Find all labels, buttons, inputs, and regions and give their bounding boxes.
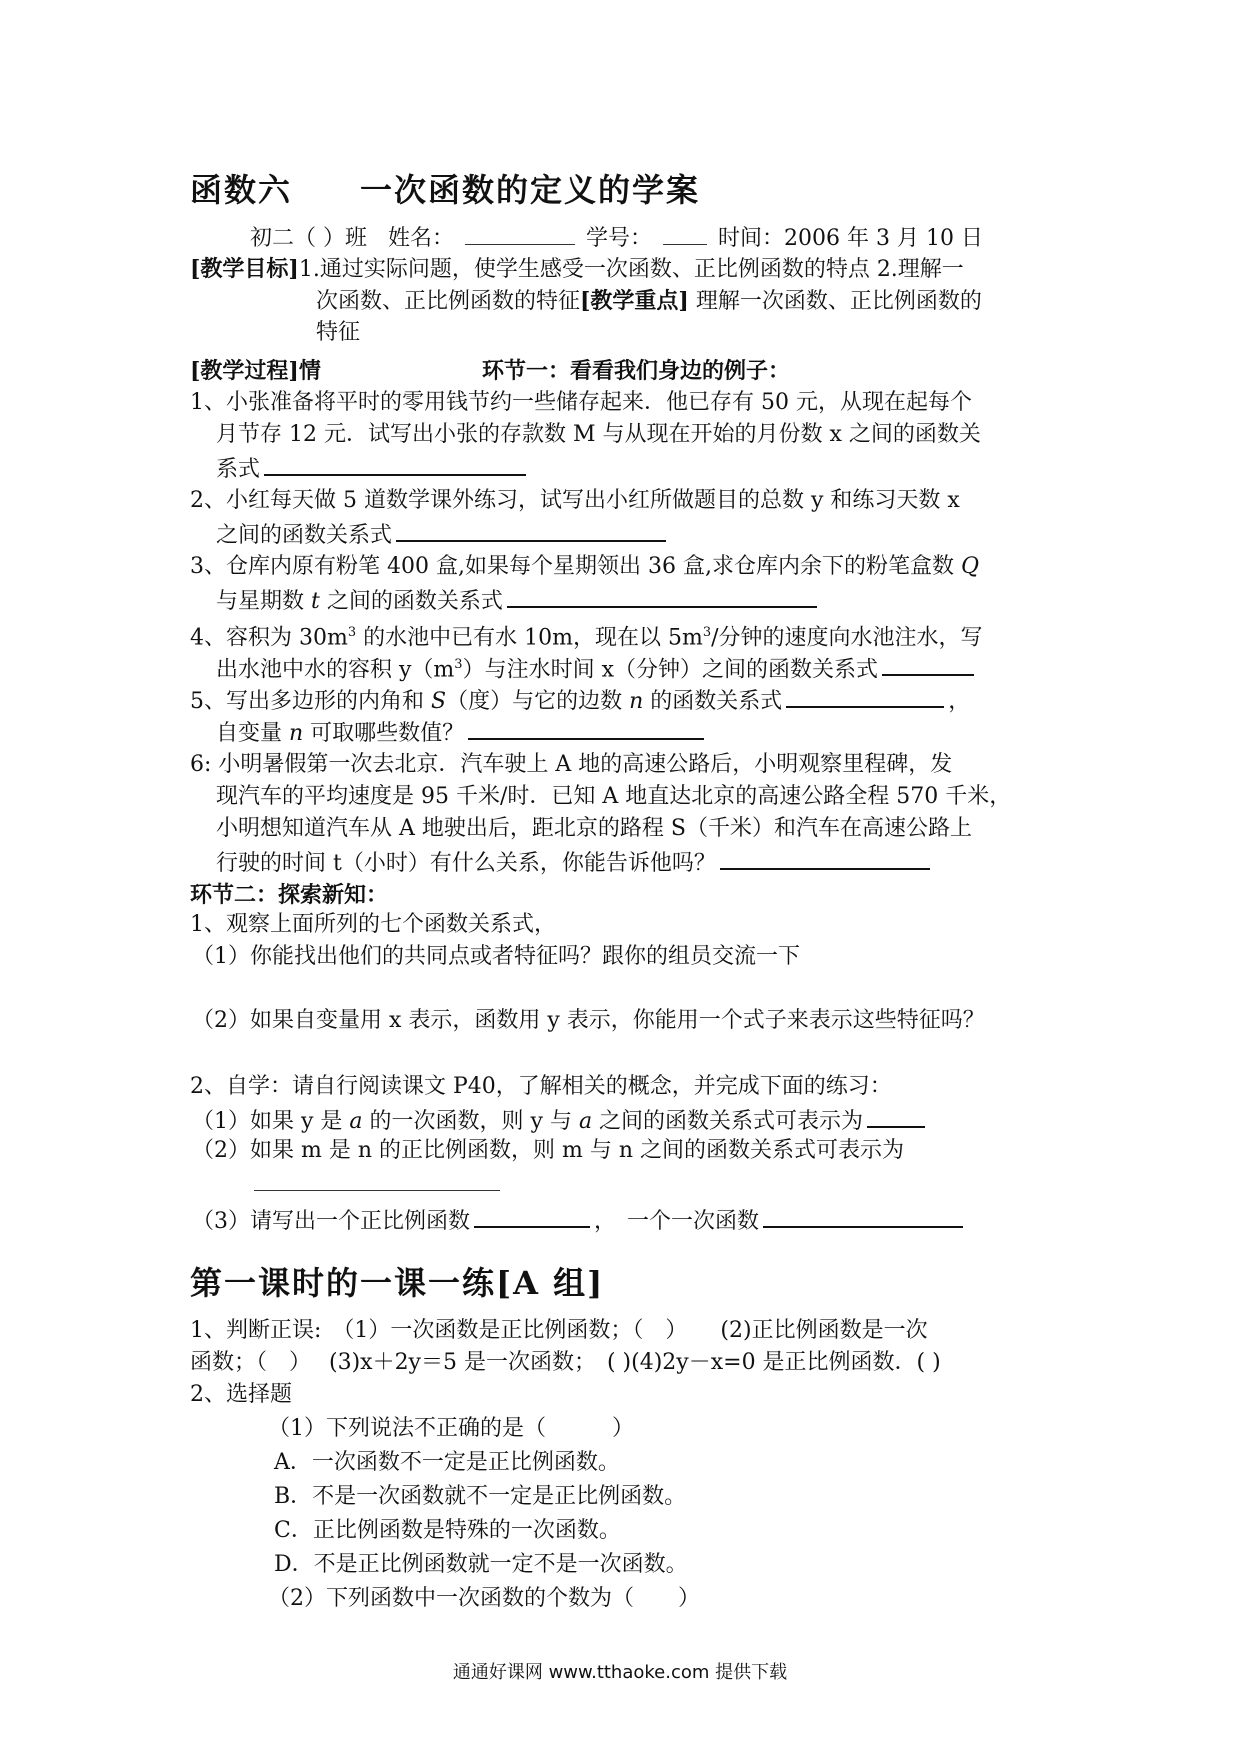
question-6-line-1: 6: 小明暑假第一次去北京．汽车驶上 A 地的高速公路后，小明观察里程碑，发 bbox=[190, 752, 953, 777]
objectives-tag: [教学目标] bbox=[190, 256, 299, 282]
item-2a-text-2: 的一次函数，则 y 与 bbox=[362, 1109, 579, 1134]
date-label: 时间：2006 年 3 月 10 日 bbox=[718, 226, 983, 251]
student-id-field[interactable] bbox=[663, 222, 707, 245]
variable-a: a bbox=[578, 1109, 593, 1134]
page-footer: 通通好课网 www.tthaoke.com 提供下载 bbox=[452, 1662, 788, 1683]
section2-heading: 环节二：探索新知： bbox=[190, 882, 389, 908]
question-1-line-3 bbox=[216, 452, 1086, 485]
question-4-text-5: ）与注水时间 x（分钟）之间的函数关系式 bbox=[462, 657, 878, 683]
superscript: 3 bbox=[347, 625, 357, 640]
question-4-text-4: 出水池中水的容积 y（m bbox=[216, 657, 455, 683]
variable-n: n bbox=[289, 721, 304, 746]
question-6-line-3: 小明想知道汽车从 A 地驶出后，距北京的路程 S（千米）和汽车在高速公路上 bbox=[216, 816, 972, 841]
superscript: 3 bbox=[454, 657, 463, 672]
option-c: C．正比例函数是特殊的一次函数。 bbox=[274, 1518, 621, 1543]
option-b: B．不是一次函数就不一定是正比例函数。 bbox=[274, 1484, 687, 1509]
question-3-text-3: 之间的函数关系式 bbox=[319, 589, 503, 614]
choice-question-1: （1）下列说法不正确的是（ ） bbox=[268, 1416, 634, 1441]
student-id-label: 学号： bbox=[586, 226, 653, 251]
name-field[interactable] bbox=[465, 222, 575, 245]
question-5-line-2 bbox=[216, 716, 1086, 749]
student-info-line bbox=[250, 222, 1120, 254]
judge-line-1: 1、判断正误: （1）一次函数是正比例函数；（ ） (2)正比例函数是一次 bbox=[190, 1318, 928, 1343]
question-6-line-4 bbox=[216, 846, 1086, 879]
answer-blank-5b[interactable] bbox=[468, 716, 704, 740]
option-a: A．一次函数不一定是正比例函数。 bbox=[274, 1450, 620, 1475]
section2-item-2b: （2）如果 m 是 n 的正比例函数，则 m 与 n 之间的函数关系式可表示为 bbox=[192, 1138, 905, 1163]
process-tag: [教学过程]情 bbox=[190, 358, 321, 384]
question-2-line-1: 2、小红每天做 5 道数学课外练习，试写出小红所做题目的总数 y 和练习天数 x bbox=[190, 488, 960, 513]
option-d: D．不是正比例函数就一定不是一次函数。 bbox=[274, 1552, 688, 1577]
answer-blank-5a[interactable] bbox=[786, 684, 944, 708]
question-3-text: 3、仓库内原有粉笔 400 盒,如果每个星期领出 36 盒,求仓库内余下的粉笔盒数 bbox=[190, 554, 961, 579]
section2-item-2: 2、自学：请自行阅读课文 P40，了解相关的概念，并完成下面的练习： bbox=[190, 1074, 892, 1099]
item-2c-text: （3）请写出一个正比例函数 bbox=[192, 1209, 470, 1234]
question-4-text-3: /分钟的速度向水池注水，写 bbox=[711, 625, 983, 651]
answer-blank-6[interactable] bbox=[720, 846, 930, 870]
question-4-line-2 bbox=[216, 650, 1086, 685]
choice-question-2: （2）下列函数中一次函数的个数为（ ） bbox=[268, 1586, 700, 1611]
section2-item-1: 1、观察上面所列的七个函数关系式， bbox=[190, 912, 556, 937]
variable-n: n bbox=[629, 689, 644, 714]
question-4-text-2: 的水池中已有水 10m，现在以 5m bbox=[356, 625, 703, 651]
section1-heading: 环节一：看看我们身边的例子： bbox=[482, 358, 791, 384]
objectives-text-1: 1.通过实际问题，使学生感受一次函数、正比例函数的特点 2.理解一 bbox=[298, 257, 964, 282]
process-heading bbox=[190, 356, 1060, 386]
variable-a: a bbox=[349, 1109, 363, 1134]
answer-blank-2c-2[interactable] bbox=[763, 1204, 963, 1228]
question-5-text-3: 的函数关系式 bbox=[643, 689, 783, 714]
variable-q: Q bbox=[960, 554, 979, 579]
section2-item-2a bbox=[192, 1104, 1062, 1137]
section2-item-2c bbox=[192, 1204, 1062, 1237]
answer-blank-4[interactable] bbox=[882, 652, 974, 676]
objectives-line-2 bbox=[316, 286, 1186, 317]
question-3-line-2 bbox=[216, 584, 1086, 617]
objectives-text-2: 次函数、正比例函数的特征 bbox=[316, 289, 581, 314]
question-5-text-4: 自变量 bbox=[216, 721, 289, 746]
objectives-line-3: 特征 bbox=[316, 320, 361, 345]
class-label: 初二（ ）班 bbox=[250, 226, 367, 251]
question-5-text-2: （度）与它的边数 bbox=[446, 689, 630, 714]
item-2a-text: （1）如果 y 是 bbox=[192, 1109, 350, 1134]
focus-text: 理解一次函数、正比例函数的 bbox=[688, 289, 982, 314]
section2-item-1b: （2）如果自变量用 x 表示，函数用 y 表示，你能用一个式子来表示这些特征吗？ bbox=[192, 1008, 985, 1033]
section2-item-2b-answer bbox=[250, 1168, 1120, 1200]
variable-t: t bbox=[311, 589, 320, 614]
question-6-line-2: 现汽车的平均速度是 95 千米/时．已知 A 地直达北京的高速公路全程 570 千米， bbox=[216, 784, 1012, 809]
answer-blank-3[interactable] bbox=[507, 584, 817, 608]
item-2c-text-2: ， 一个一次函数 bbox=[594, 1209, 760, 1234]
answer-blank-1[interactable] bbox=[264, 452, 526, 476]
question-4-text: 4、容积为 30m bbox=[190, 625, 348, 651]
document-title: 函数六 一次函数的定义的学案 bbox=[190, 171, 701, 209]
name-label: 姓名： bbox=[387, 226, 454, 251]
answer-blank-2c-1[interactable] bbox=[474, 1204, 590, 1228]
judge-line-2: 函数；（ ） (3)x＋2y＝5 是一次函数； ( )(4)2y－x=0 是正比例函数．( ) bbox=[190, 1350, 941, 1375]
question-5-text: 5、写出多边形的内角和 bbox=[190, 689, 431, 714]
superscript: 3 bbox=[702, 625, 712, 640]
answer-blank-2[interactable] bbox=[396, 518, 666, 542]
question-1-text: 系式 bbox=[216, 457, 261, 482]
question-1-line-1: 1、小张准备将平时的零用钱节约一些储存起来．他已存有 50 元，从现在起每个 bbox=[190, 390, 972, 415]
question-5-line-1 bbox=[190, 684, 1060, 717]
question-2-text: 之间的函数关系式 bbox=[216, 523, 393, 548]
variable-s: S bbox=[431, 689, 447, 714]
choice-heading: 2、选择题 bbox=[190, 1382, 292, 1407]
question-5-text-5: 可取哪些数值？ bbox=[303, 721, 465, 746]
question-3-text-2: 与星期数 bbox=[216, 589, 311, 614]
answer-blank-2b[interactable] bbox=[254, 1168, 500, 1191]
question-3-line-1 bbox=[190, 552, 1060, 582]
answer-blank-2a[interactable] bbox=[867, 1104, 925, 1128]
question-2-line-2 bbox=[216, 518, 1086, 551]
comma: ， bbox=[948, 689, 971, 714]
question-1-line-2: 月节存 12 元．试写出小张的存款数 M 与从现在开始的月份数 x 之间的函数关 bbox=[216, 422, 981, 447]
question-4-line-1 bbox=[190, 618, 1060, 653]
question-6-text: 行驶的时间 t（小时）有什么关系，你能告诉他吗？ bbox=[216, 851, 716, 876]
item-2a-text-3: 之间的函数关系式可表示为 bbox=[592, 1109, 864, 1134]
focus-tag: [教学重点] bbox=[580, 288, 689, 314]
section2-item-1a: （1）你能找出他们的共同点或者特征吗？跟你的组员交流一下 bbox=[192, 944, 800, 969]
objectives-line-1 bbox=[190, 254, 1060, 285]
practice-title: 第一课时的一课一练[A 组] bbox=[190, 1264, 605, 1302]
